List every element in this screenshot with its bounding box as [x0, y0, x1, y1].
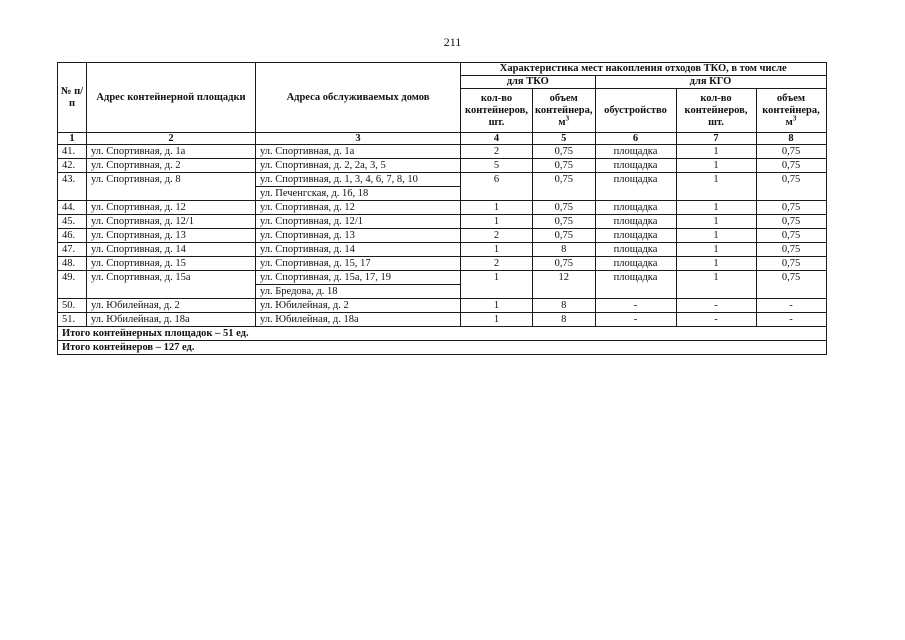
table-row: [58, 201, 827, 215]
tko-volume: 8: [533, 313, 596, 327]
header-served-houses: Адреса обслуживаемых домов: [256, 63, 461, 133]
kgo-facility: -: [595, 299, 676, 313]
kgo-facility: площадка: [595, 145, 676, 159]
tko-count: 1: [461, 243, 533, 257]
row-number: 41.: [58, 145, 87, 159]
kgo-count: 1: [676, 257, 756, 271]
kgo-volume: 0,75: [756, 159, 826, 173]
kgo-facility: площадка: [595, 215, 676, 229]
kgo-count: -: [676, 313, 756, 327]
row-number: 43.: [58, 173, 87, 201]
total-sites: Итого контейнерных площадок – 51 ед.: [58, 327, 827, 341]
tko-count: 1: [461, 271, 533, 299]
column-number: 3: [256, 133, 461, 145]
header-kgo-facility: обустройство: [595, 89, 676, 133]
column-number: 4: [461, 133, 533, 145]
kgo-volume: 0,75: [756, 229, 826, 243]
served-houses: ул. Юбилейная, д. 18а: [256, 313, 461, 327]
row-number: 51.: [58, 313, 87, 327]
tko-volume: 8: [533, 299, 596, 313]
served-houses: ул. Юбилейная, д. 2: [256, 299, 461, 313]
tko-volume: 0,75: [533, 229, 596, 243]
kgo-volume: 0,75: [756, 201, 826, 215]
kgo-count: 1: [676, 243, 756, 257]
kgo-facility: -: [595, 313, 676, 327]
tko-count: 1: [461, 215, 533, 229]
row-number: 49.: [58, 271, 87, 299]
kgo-facility: площадка: [595, 271, 676, 299]
tko-count: 2: [461, 229, 533, 243]
served-houses: ул. Спортивная, д. 1а: [256, 145, 461, 159]
header-characteristic: Характеристика мест накопления отходов ТКО, в том числе: [461, 63, 827, 76]
header-site-address: Адрес контейнерной площадки: [87, 63, 256, 133]
kgo-volume: 0,75: [756, 243, 826, 257]
column-number: 6: [595, 133, 676, 145]
site-address: ул. Юбилейная, д. 2: [87, 299, 256, 313]
table-row: [58, 215, 827, 229]
served-houses: ул. Спортивная, д. 15а, 17, 19: [256, 271, 461, 285]
tko-volume: 0,75: [533, 257, 596, 271]
header-for-tko: для ТКО: [461, 76, 596, 89]
kgo-volume: 0,75: [756, 145, 826, 159]
page-number: 211: [443, 35, 462, 49]
site-address: ул. Спортивная, д. 8: [87, 173, 256, 201]
header-num: № п/п: [58, 63, 87, 133]
tko-count: 2: [461, 257, 533, 271]
served-houses: ул. Спортивная, д. 12/1: [256, 215, 461, 229]
tko-volume: 0,75: [533, 173, 596, 201]
site-address: ул. Спортивная, д. 2: [87, 159, 256, 173]
header-kgo-volume: объем контейнера, $м^3$: [756, 89, 826, 133]
served-houses: ул. Спортивная, д. 13: [256, 229, 461, 243]
served-houses: ул. Бредова, д. 18: [256, 285, 461, 299]
column-number: 2: [87, 133, 256, 145]
row-number: 45.: [58, 215, 87, 229]
tko-volume: 12: [533, 271, 596, 299]
kgo-facility: площадка: [595, 201, 676, 215]
column-number: 8: [756, 133, 826, 145]
served-houses: ул. Спортивная, д. 1, 3, 4, 6, 7, 8, 10: [256, 173, 461, 187]
table-row: [58, 257, 827, 271]
kgo-count: 1: [676, 229, 756, 243]
tko-count: 1: [461, 299, 533, 313]
row-number: 47.: [58, 243, 87, 257]
table-row: [58, 299, 827, 313]
kgo-facility: площадка: [595, 159, 676, 173]
table-row: [58, 159, 827, 173]
header-for-kgo: для КГО: [595, 76, 826, 89]
served-houses: ул. Спортивная, д. 15, 17: [256, 257, 461, 271]
site-address: ул. Спортивная, д. 12: [87, 201, 256, 215]
header-tko-count: кол-во контейнеров, шт.: [461, 89, 533, 133]
site-address: ул. Юбилейная, д. 18а: [87, 313, 256, 327]
column-number: 1: [58, 133, 87, 145]
tko-count: 5: [461, 159, 533, 173]
kgo-facility: площадка: [595, 229, 676, 243]
kgo-facility: площадка: [595, 173, 676, 201]
site-address: ул. Спортивная, д. 12/1: [87, 215, 256, 229]
row-number: 46.: [58, 229, 87, 243]
tko-count: 1: [461, 313, 533, 327]
tko-count: 2: [461, 145, 533, 159]
row-number: 42.: [58, 159, 87, 173]
table-row: [58, 313, 827, 327]
kgo-count: -: [676, 299, 756, 313]
served-houses: ул. Спортивная, д. 14: [256, 243, 461, 257]
kgo-volume: 0,75: [756, 257, 826, 271]
kgo-volume: 0,75: [756, 173, 826, 201]
total-row: [58, 327, 827, 341]
table-row: [58, 229, 827, 243]
table-row: [58, 243, 827, 257]
site-address: ул. Спортивная, д. 13: [87, 229, 256, 243]
tko-volume: 8: [533, 243, 596, 257]
served-houses: ул. Спортивная, д. 2, 2а, 3, 5: [256, 159, 461, 173]
total-row: [58, 341, 827, 355]
tko-volume: 0,75: [533, 215, 596, 229]
served-houses: ул. Спортивная, д. 12: [256, 201, 461, 215]
served-houses: ул. Печенгская, д. 16, 18: [256, 187, 461, 201]
site-address: ул. Спортивная, д. 14: [87, 243, 256, 257]
kgo-volume: 0,75: [756, 271, 826, 299]
total-containers: Итого контейнеров – 127 ед.: [58, 341, 827, 355]
tko-count: 1: [461, 201, 533, 215]
site-address: ул. Спортивная, д. 1а: [87, 145, 256, 159]
kgo-count: 1: [676, 201, 756, 215]
column-number: 5: [533, 133, 596, 145]
kgo-count: 1: [676, 159, 756, 173]
table-row: [58, 271, 827, 285]
column-numbers-row: [58, 133, 827, 145]
table-row: [58, 173, 827, 187]
header-kgo-count: кол-во контейнеров, шт.: [676, 89, 756, 133]
kgo-volume: -: [756, 299, 826, 313]
row-number: 48.: [58, 257, 87, 271]
site-address: ул. Спортивная, д. 15а: [87, 271, 256, 299]
waste-sites-table: [57, 62, 827, 355]
column-number: 7: [676, 133, 756, 145]
site-address: ул. Спортивная, д. 15: [87, 257, 256, 271]
kgo-count: 1: [676, 145, 756, 159]
kgo-count: 1: [676, 173, 756, 201]
table-row: [58, 145, 827, 159]
tko-volume: 0,75: [533, 201, 596, 215]
tko-volume: 0,75: [533, 159, 596, 173]
kgo-volume: 0,75: [756, 215, 826, 229]
kgo-volume: -: [756, 313, 826, 327]
kgo-facility: площадка: [595, 243, 676, 257]
tko-volume: 0,75: [533, 145, 596, 159]
header-tko-volume: объем контейнера, $м^3$: [533, 89, 596, 133]
row-number: 44.: [58, 201, 87, 215]
tko-count: 6: [461, 173, 533, 201]
kgo-count: 1: [676, 271, 756, 299]
row-number: 50.: [58, 299, 87, 313]
kgo-count: 1: [676, 215, 756, 229]
kgo-facility: площадка: [595, 257, 676, 271]
